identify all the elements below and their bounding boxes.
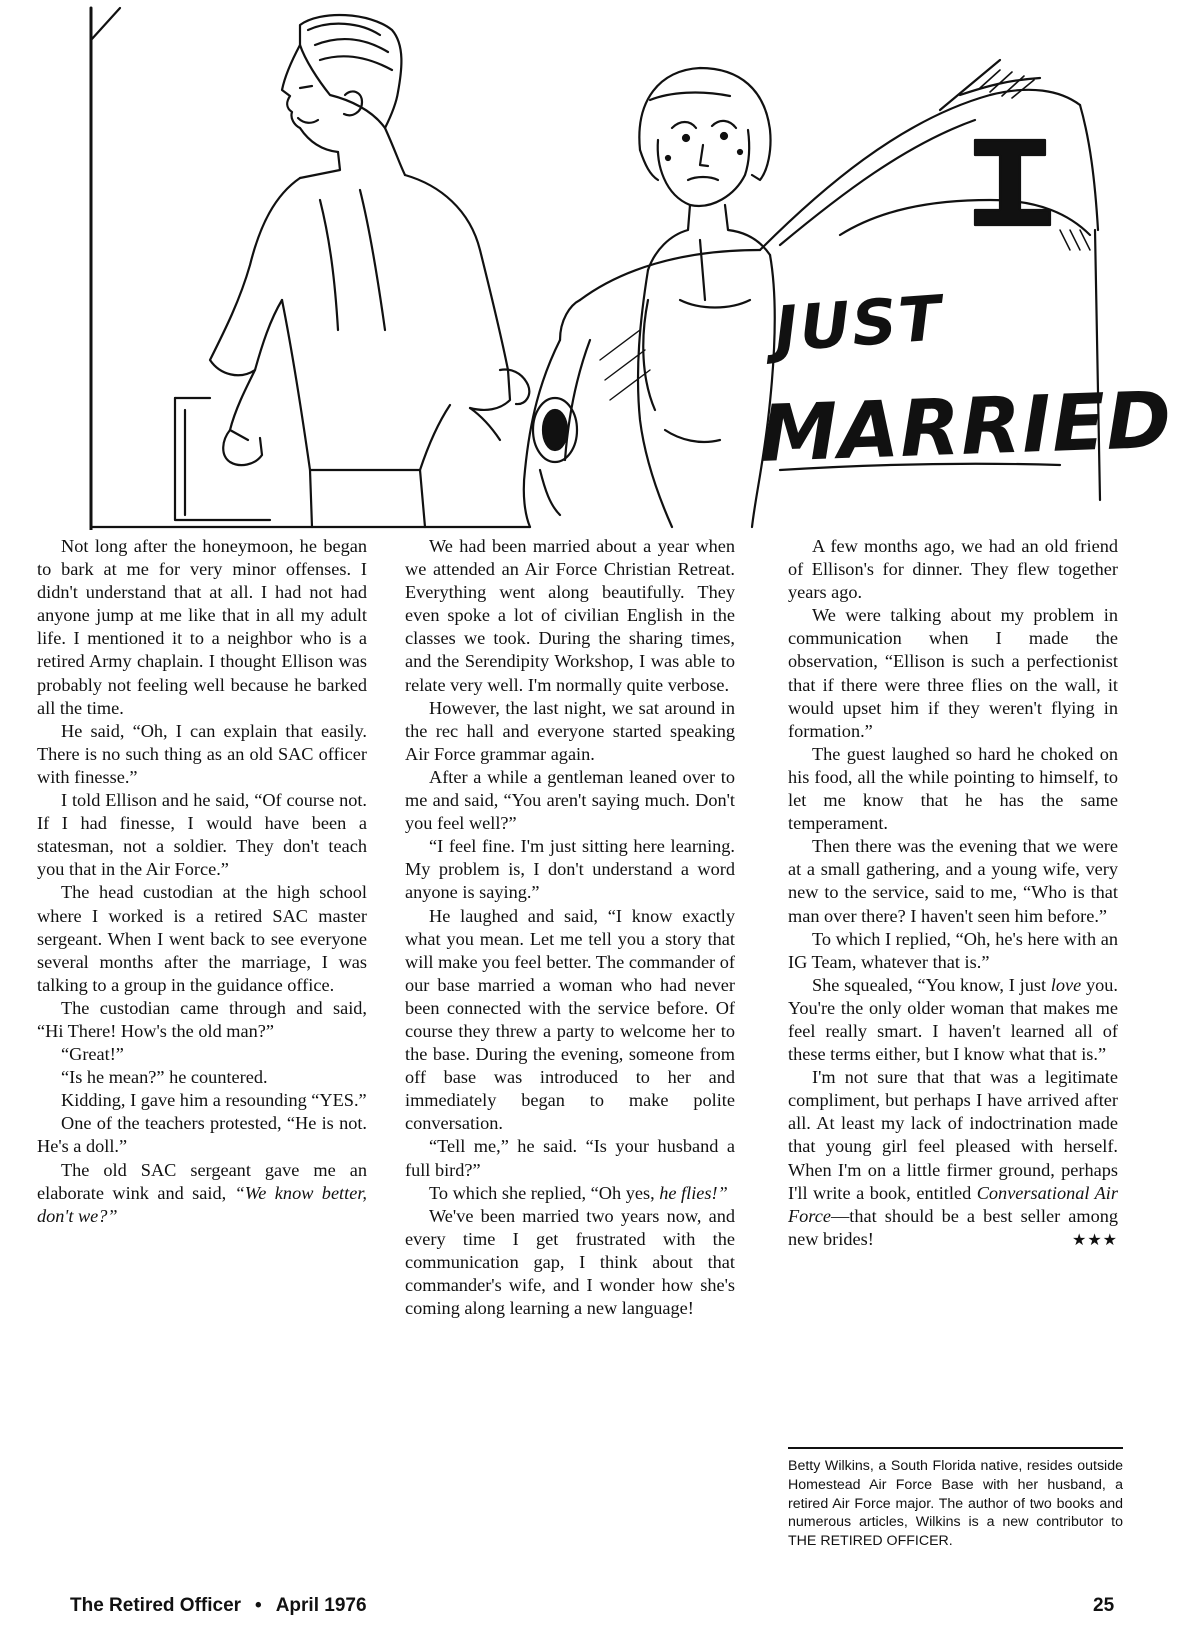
paragraph: Kidding, I gave him a resounding “YES.” xyxy=(61,1090,367,1111)
italic-quote: he flies!” xyxy=(659,1182,728,1203)
paragraph: We've been married two years now, and every time I get frustrated with the communication gap, I think about that commander's wife, and I wonder how she's coming along learning a new language! xyxy=(405,1205,735,1319)
paragraph: Then there was the evening that we were at a small gathering, and a young wife, very new to the service, said to me, “Who is that man over there? I haven't seen him before.” xyxy=(788,836,1118,926)
page-footer xyxy=(70,1595,367,1617)
paragraph: We were talking about my problem in communication when I made the observation, “Ellison is such a perfectionist that if there were three flies on the wall, it would upset him if they weren't flying in formation.” xyxy=(788,605,1118,741)
paragraph-text: I'm not sure that that was a legitimate compliment, but perhaps I have arrived after all. At least my lack of indoctrination made that young girl feel pleased with herself. When I'm on a little firmer ground, perhaps I'll write a book, entitled xyxy=(788,1067,1118,1203)
paragraph: The head custodian at the high school where I worked is a retired SAC master sergeant. When I went back to see everyone several months after the marriage, I was talking to a group in the guidance office. xyxy=(37,882,367,995)
paragraph: We had been married about a year when we attended an Air Force Christian Retreat. Everything went along beautifully. They even spoke a lot of civilian English in the classes we took. During the sharing times, and the Serendipity Workshop, I was able to relate very well. I'm normally quite verbose. xyxy=(405,536,735,695)
paragraph: “I feel fine. I'm just sitting here learning. My problem is, I don't understand a word anyone is saying.” xyxy=(405,836,735,903)
author-bio: Betty Wilkins, a South Florida native, resides outside Homestead Air Force Base with her husband, a retired Air Force major. The author of two books and numerous articles, Wilkins is a new contributor to THE RETIRED OFFICER. xyxy=(788,1458,1123,1550)
paragraph: To which I replied, “Oh, he's here with an IG Team, whatever that is.” xyxy=(788,928,1118,972)
paragraph: Not long after the honeymoon, he began to bark at me for very minor offenses. I didn't understand that at all. I had not had anyone jump at me like that in all my adult life. I mentioned it to a neighbor who is a retired Army chaplain. I thought Ellison was probably not feeling well because he barked all the time. xyxy=(37,536,367,718)
publication-name: The Retired Officer xyxy=(70,1595,242,1616)
page-number: 25 xyxy=(1093,1595,1115,1616)
paragraph: I told Ellison and he said, “Of course not. If I had finesse, I would have been a statesman, not a soldier. They don't teach you that in the Air Force.” xyxy=(37,790,367,880)
paragraph xyxy=(405,1182,735,1205)
article-column-2 xyxy=(405,535,735,1320)
sign-text-married: MARRIED xyxy=(758,375,1174,480)
article-column-1 xyxy=(37,535,367,1228)
cartoon-illustration xyxy=(0,0,1200,530)
paragraph: He said, “Oh, I can explain that easily. There is no such thing as an old SAC officer with finesse.” xyxy=(37,720,367,787)
paragraph: After a while a gentleman leaned over to me and said, “You aren't saying much. Don't you feel well?” xyxy=(405,766,735,834)
paragraph: “Great!” xyxy=(61,1044,124,1065)
paragraph xyxy=(788,1066,1118,1251)
just-married-sign xyxy=(758,281,1173,480)
paragraph-text: She squealed, “You know, I just xyxy=(812,974,1051,995)
article-column-3 xyxy=(788,535,1118,1251)
paragraph xyxy=(788,974,1118,1066)
paragraph: The custodian came through and said, “Hi There! How's the old man?” xyxy=(37,997,367,1041)
italic-word: love xyxy=(1050,974,1082,995)
issue-date: April 1976 xyxy=(275,1595,367,1616)
end-mark-stars: ★★★ xyxy=(1071,1229,1118,1249)
paragraph: “Tell me,” he said. “Is your husband a full bird?” xyxy=(405,1136,735,1180)
paragraph: “Is he mean?” he countered. xyxy=(61,1067,268,1088)
footer-separator: • xyxy=(255,1595,262,1616)
bio-divider xyxy=(788,1447,1123,1449)
paragraph: The guest laughed so hard he choked on his food, all the while pointing to himself, to let me know that he has the same temperament. xyxy=(788,743,1118,834)
sign-text-just: JUST xyxy=(772,281,946,366)
paragraph: A few months ago, we had an old friend of Ellison's for dinner. They flew together years ago. xyxy=(788,536,1118,603)
paragraph: One of the teachers protested, “He is not. He's a doll.” xyxy=(37,1113,367,1157)
book-title: Conversational Air Force xyxy=(788,1182,1118,1226)
woman-figure xyxy=(638,68,775,527)
italic-quote: “We know better, don't we?” xyxy=(37,1182,367,1226)
paragraph-text: you. You're the only older woman that makes me feel really smart. I haven't learned all of these terms either, but I know what that is.” xyxy=(788,974,1119,1065)
man-figure xyxy=(175,15,529,527)
paragraph-text: The old SAC sergeant gave me an elaborate wink and said, xyxy=(37,1159,367,1203)
paragraph: However, the last night, we sat around in the rec hall and everyone started speaking Air Force grammar again. xyxy=(405,697,735,764)
paragraph xyxy=(37,1159,367,1228)
paragraph-text: To which she replied, “Oh yes, xyxy=(429,1182,660,1203)
paragraph: He laughed and said, “I know exactly what you mean. Let me tell you a story that will make you feel better. The commander of our base married a woman who had never been connected with the service before. Of course they threw a party to welcome her to the base. During the evening, someone from off base was introduced to her and immediately began to make polite conversation. xyxy=(405,905,735,1134)
paragraph-text: —that should be a best seller among new brides! xyxy=(788,1205,1118,1249)
